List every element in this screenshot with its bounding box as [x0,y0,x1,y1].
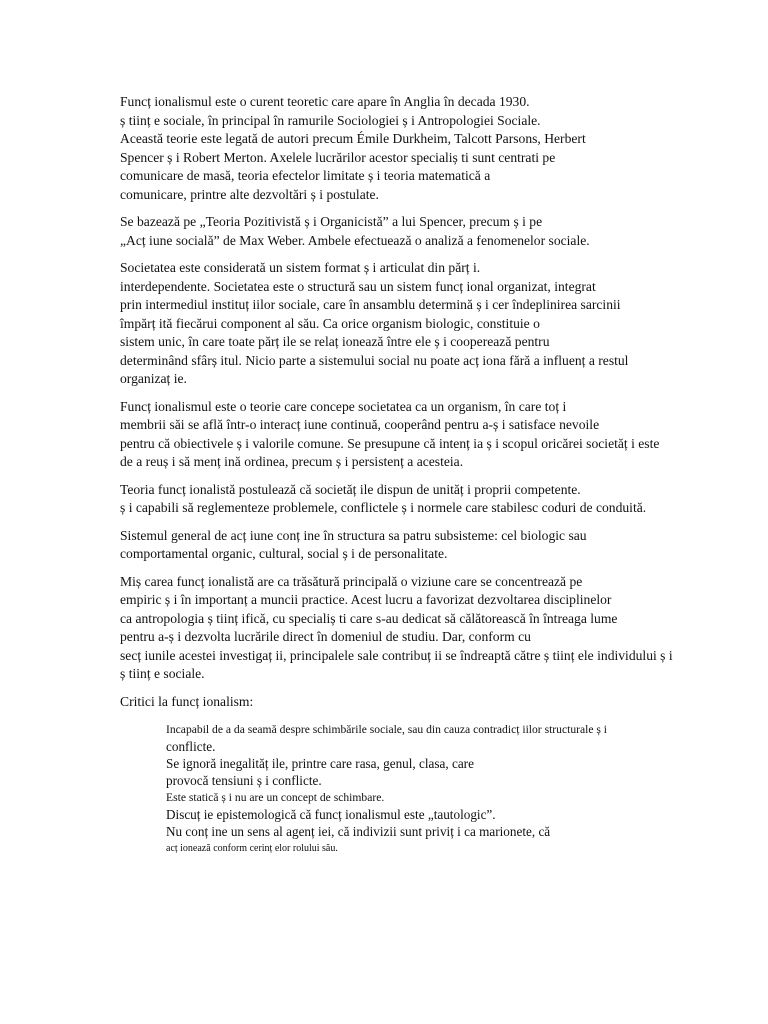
text-line: Funcț ionalismul este o curent teoretic care apare în Anglia în decada 1930. [120,94,530,109]
text-line: organizaț ie. [120,371,187,386]
critique-item-text: Este statică ș i nu are un concept de schimbare. [166,791,385,804]
text-line: Spencer ș i Robert Merton. Axelele lucrărilor acestor specialiș ti sunt centrati pe [120,149,556,165]
text-line: prin intermediul instituț iilor sociale, care în ansamblu determină ș i cer îndeplinirea sarcinii [120,297,621,312]
text-line: ca antropologia ș tiinț ifică, cu specialiș ti care s-au dedicat să călătorească în întreaga lume [120,610,618,626]
text-line: comunicare, printre alte dezvoltări ș i postulate. [120,186,379,202]
text-line: comportamental organic, cultural, social ș i de personalitate. [120,546,448,561]
paragraph [120,213,740,250]
text-line: determinând sfârș itul. Nicio parte a sistemului social nu poate acț iona fără a influenț a restul [120,352,629,368]
critique-item-text: Discuț ie epistemologică că funcț ionalismul este „tautologic”. [166,807,496,822]
paragraph [120,573,740,684]
text-line: împărț ită fiecărui component al său. Ca orice organism biologic, constituie o [120,315,540,331]
critique-item-text: conflicte. [166,739,216,754]
text-line: Această teorie este legată de autori precum Émile Durkheim, Talcott Parsons, Herbert [120,131,586,146]
paragraph [120,93,740,204]
text-line: interdependente. Societatea este o structură sau un sistem funcț ional organizat, integrat [120,278,596,294]
text-line: Sistemul general de acț iune conț ine în structura sa patru subsisteme: cel biologic sau [120,527,587,543]
critique-list [120,721,740,857]
paragraph [120,527,740,564]
critique-item [120,721,740,755]
text-line: ș i capabili să reglementeze problemele, conflictele ș i normele care stabilesc coduri de conduită. [120,500,647,515]
paragraph [120,259,740,389]
critique-heading: Critici la funcț ionalism: [120,693,254,709]
critique-item [120,755,740,789]
text-line: ș tiinț e sociale, în principal în ramurile Sociologiei ș i Antropologiei Sociale. [120,112,541,128]
text-line: comunicare de masă, teoria efectelor limitate ș i teoria matematică a [120,168,491,183]
critique-item-text: provocă tensiuni ș i conflicte. [166,773,322,788]
critique-item [120,789,740,806]
document-page [120,93,740,857]
text-line: Teoria funcț ionalistă postulează că societăț ile dispun de unităț i proprii competente. [120,481,581,497]
text-line: membrii săi se află într-o interacț iune continuă, cooperând pentru a-ș i satisface nevoile [120,417,600,432]
critique-item [120,806,740,823]
text-line: secț iunile acestei investigaț ii, principalele sale contribuț ii se îndreaptă către ș tiinț ele individului ș i [120,647,673,663]
document-body [120,93,740,684]
critique-item-text: acț ionează conform cerinț elor rolului său. [166,843,338,854]
paragraph [120,481,740,518]
text-line: ș tiinț e sociale. [120,666,205,681]
text-line: pentru că obiectivele ș i valorile comune. Se presupune că intenț ia ș i scopul oricărei societăț i este [120,435,660,451]
critique-item-text: Se ignoră inegalităț ile, printre care rasa, genul, clasa, care [166,756,474,771]
text-line: Se bazează pe „Teoria Pozitivistă ș i Organicistă” a lui Spencer, precum ș i pe [120,214,543,229]
critique-item-text: Incapabil de a da seamă despre schimbările sociale, sau din cauza contradicț iilor structurale ș i [166,723,608,736]
critique-item-text: Nu conț ine un sens al agenț iei, că indivizii sunt priviț i ca marionete, că [166,824,551,839]
text-line: „Acț iune socială” de Max Weber. Ambele efectuează o analiză a fenomenelor sociale. [120,232,590,248]
text-line: pentru a-ș i dezvolta lucrările direct în domeniul de studiu. Dar, conform cu [120,629,531,644]
text-line: Funcț ionalismul este o teorie care concepe societatea ca un organism, în care toț i [120,398,567,414]
text-line: empiric ș i în importanț a muncii practice. Acest lucru a favorizat dezvoltarea disciplinelor [120,592,612,607]
critique-item [120,823,740,857]
text-line: sistem unic, în care toate părț ile se relaț ionează între ele ș i cooperează pentru [120,334,550,349]
text-line: Societatea este considerată un sistem format ș i articulat din părț i. [120,260,481,275]
paragraph [120,398,740,472]
text-line: Miș carea funcț ionalistă are ca trăsătură principală o viziune care se concentrează pe [120,573,583,589]
text-line: de a reuș i să menț ină ordinea, precum ș i persistenț a acesteia. [120,454,464,469]
